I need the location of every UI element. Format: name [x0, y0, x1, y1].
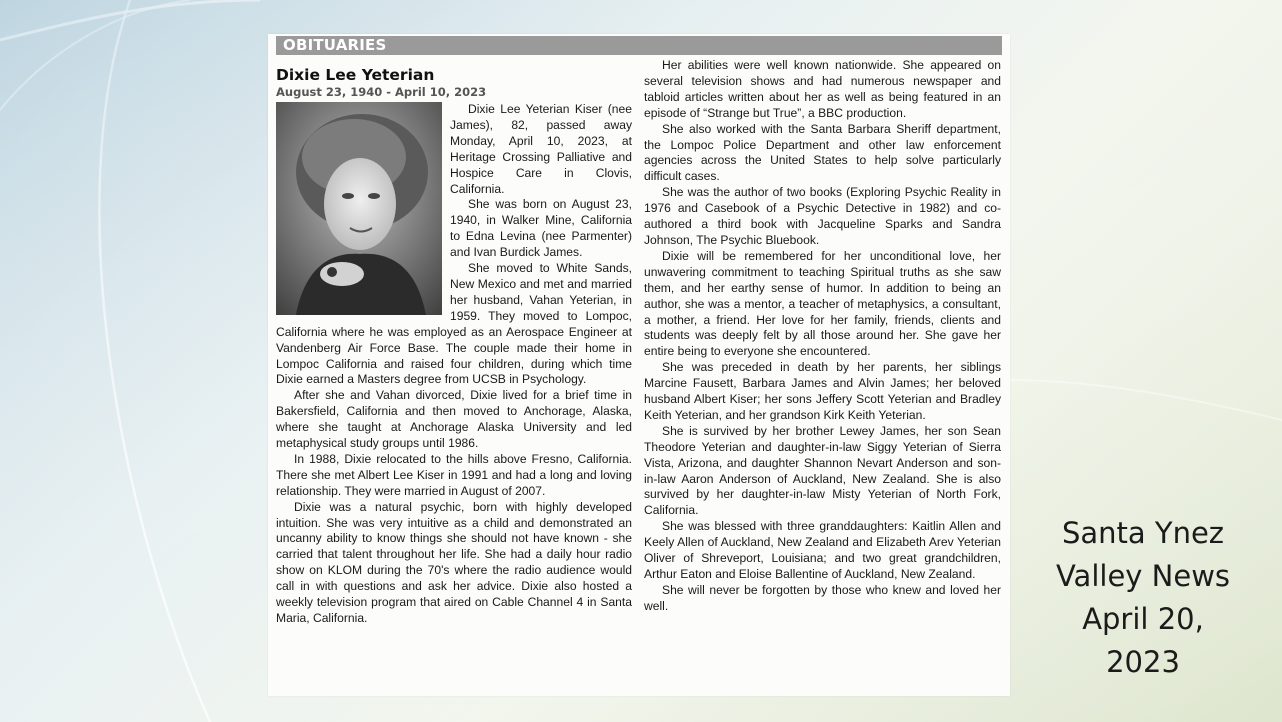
newspaper-clipping	[268, 34, 1010, 696]
section-header: OBITUARIES	[276, 36, 1002, 55]
paragraph: She was preceded in death by her parents, her siblings Marcine Fausett, Barbara James and Alvin James; her beloved husband Albert Kiser; her sons Jeffery Scott Yeterian and Bradley Keith Yeterian, and her grandson Kirk Keith Yeterian.	[644, 360, 1001, 422]
paragraph: She will never be forgotten by those who knew and loved her well.	[644, 582, 1001, 613]
caption-line: April 20,	[1082, 602, 1204, 636]
right-column	[644, 58, 1001, 615]
paragraph: She was the author of two books (Exploring Psychic Reality in 1976 and Casebook of a Psychic Detective in 1982) and co-authored a third book with Jacqueline Sparks and Sandra Johnson, The Psychic Bluebook.	[644, 185, 1001, 247]
paragraph: She moved to White Sands, New Mexico and met and married her husband, Vahan Yeterian, in 1959. They moved to Lompoc, California where he was employed as an Aerospace Engineer at Vandenberg Air Force Base. The couple made their home in Lompoc California and raised four children, during which time Dixie earned a Masters degree from UCSB in Psychology.	[276, 261, 632, 387]
paragraph: Dixie will be remembered for her unconditional love, her unwavering commitment to teaching Spiritual truths as she saw them, and her earthy sense of humor. In addition to being an author, she was a mentor, a teacher of metaphysics, a consultant, a mother, a friend. Her love for her family, friends, clients and students was deeply felt by all those around her. She gave her entire being to everyone she encountered.	[644, 248, 1001, 359]
paragraph: She is survived by her brother Lewey James, her son Sean Theodore Yeterian and daughter-in-law Siggy Yeterian of Sierra Vista, Arizona, and daughter Shannon Nevart Anderson and son-in-law Aaron Anderson of Auckland, New Zealand. She is also survived by her daughter-in-law Misty Yeterian of North Fork, California.	[644, 423, 1001, 518]
paragraph: After she and Vahan divorced, Dixie lived for a brief time in Bakersfield, California and then moved to Anchorage, Alaska, where she taught at Anchorage Alaska University and led metaphysical study groups until 1986.	[276, 388, 632, 451]
obituary-name: Dixie Lee Yeterian	[276, 66, 435, 84]
left-column	[276, 62, 632, 627]
obituary-dates: August 23, 1940 - April 10, 2023	[276, 85, 487, 99]
paragraph: Dixie Lee Yeterian Kiser (nee James), 82, passed away Monday, April 10, 2023, at Heritage Crossing Palliative and Hospice Care in Clovis, California.	[450, 102, 632, 196]
caption-line: 2023	[1106, 645, 1180, 679]
paragraph: Dixie was a natural psychic, born with highly developed intuition. She was very intuitive as a child and demonstrated an uncanny ability to know things she should not have known - she carried that talent throughout her life. She had a daily hour radio show on KLOM during the 70's where the radio audience would call in with questions and ask her advice. Dixie also hosted a weekly television program that aired on Cable Channel 4 in Santa Maria, California.	[276, 499, 632, 625]
paragraph: In 1988, Dixie relocated to the hills above Fresno, California. There she met Albert Lee Kiser in 1991 and had a long and loving relationship. They were married in August of 2007.	[276, 451, 632, 498]
portrait-photo	[276, 102, 442, 315]
caption-line: Valley News	[1055, 559, 1231, 593]
caption-line: Santa Ynez	[1061, 516, 1225, 550]
paragraph: She also worked with the Santa Barbara Sheriff department, the Lompoc Police Department and other law enforcement agencies across the United States to help solve particularly difficult cases.	[644, 121, 1001, 184]
source-caption	[1020, 512, 1266, 684]
paragraph: Her abilities were well known nationwide. She appeared on several television shows and had numerous newspaper and tabloid articles written about her as well as being featured in an episode of “Strange but True”, a BBC production.	[644, 58, 1001, 120]
paragraph: She was born on August 23, 1940, in Walker Mine, California to Edna Levina (nee Parmenter) and Ivan Burdick James.	[450, 197, 632, 260]
paragraph: She was blessed with three granddaughters: Kaitlin Allen and Keely Allen of Auckland, New Zealand and Elizabeth Arev Yeterian Oliver of Shreveport, Louisiana; and two great grandchildren, Arthur Eaton and Eloise Ballentine of Auckland, New Zealand.	[644, 519, 1001, 581]
